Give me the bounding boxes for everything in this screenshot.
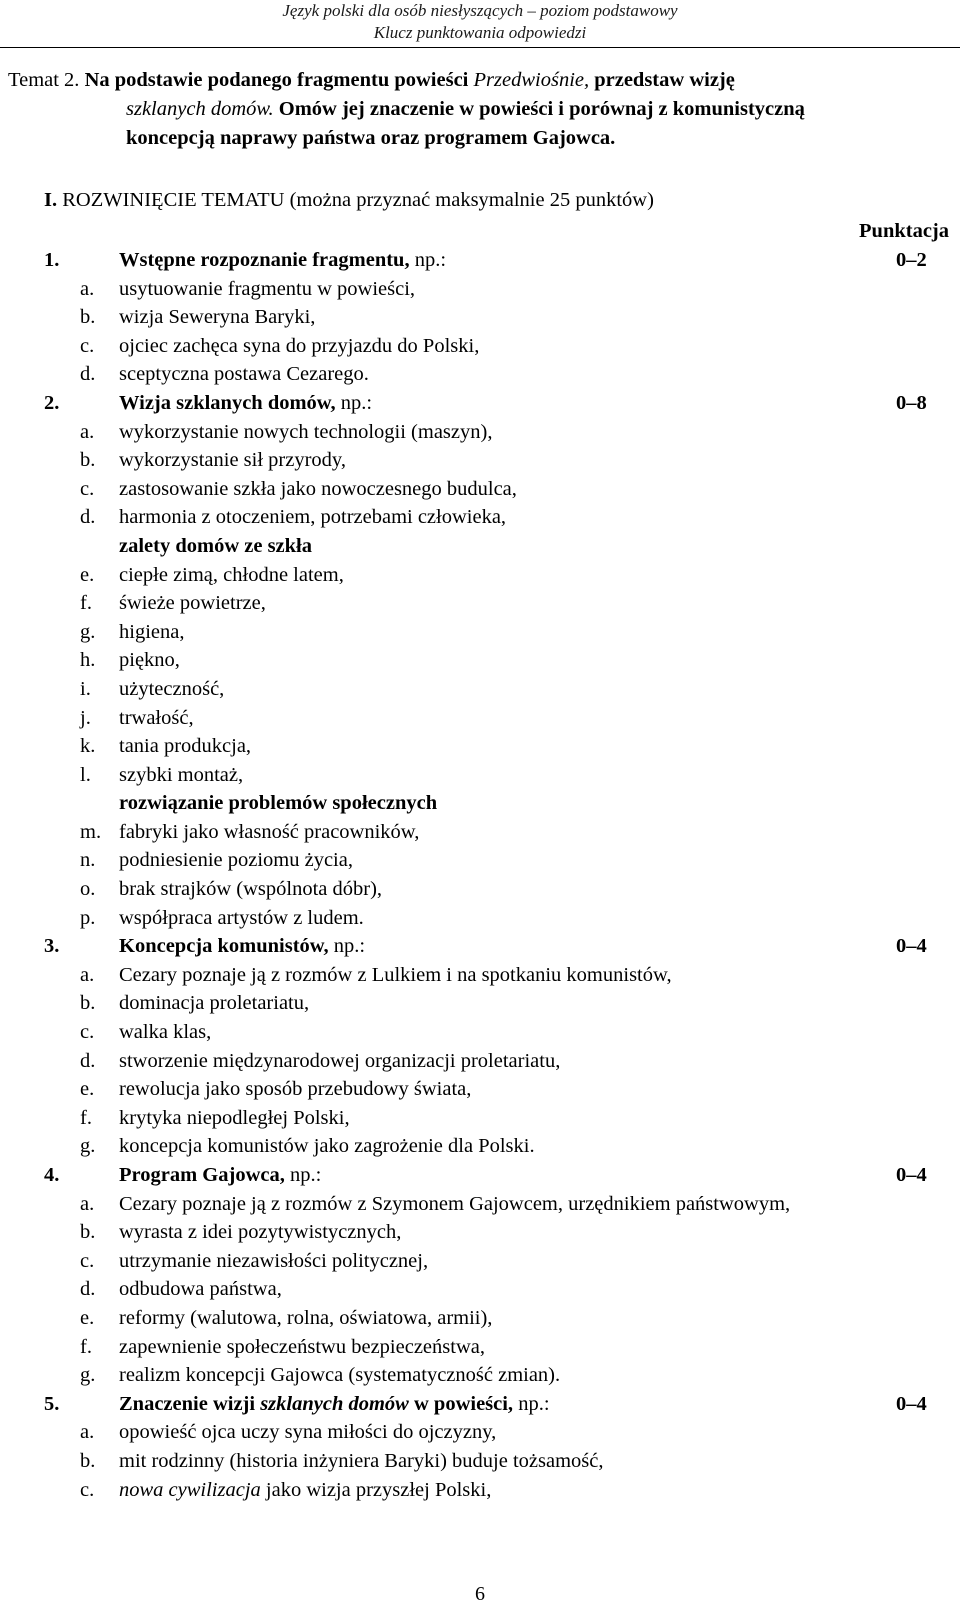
list-item <box>0 846 960 875</box>
criterion-number: 2. <box>44 391 60 414</box>
page-header <box>0 0 960 46</box>
item-text: trwałość, <box>119 706 194 729</box>
criterion-heading <box>0 1161 960 1190</box>
item-text: dominacja proletariatu, <box>119 992 310 1015</box>
item-letter: a. <box>80 420 95 443</box>
item-letter: e. <box>80 1306 95 1329</box>
list-item <box>0 1218 960 1247</box>
item-text: sceptyczna postawa Cezarego. <box>119 363 369 386</box>
criterion-points: 0–2 <box>896 249 927 271</box>
list-item <box>0 475 960 504</box>
criterion-heading <box>0 1390 960 1419</box>
item-letter: b. <box>80 992 96 1015</box>
list-item <box>0 875 960 904</box>
list-item <box>0 675 960 704</box>
list-item <box>0 275 960 304</box>
section-title-text: ROZWINIĘCIE TEMATU (można przyznać maksymalnie 25 punktów) <box>62 189 654 211</box>
list-item <box>0 818 960 847</box>
list-item <box>0 1075 960 1104</box>
list-item <box>0 646 960 675</box>
item-letter: b. <box>80 1449 96 1472</box>
item-letter: c. <box>80 1249 95 1272</box>
topic-statement <box>8 66 948 153</box>
list-item <box>0 503 960 532</box>
section-title <box>44 186 654 214</box>
criterion-np: np.: <box>333 935 366 958</box>
item-text: fabryki jako własność pracowników, <box>119 820 420 843</box>
list-item <box>0 1275 960 1304</box>
item-text: Cezary poznaje ją z rozmów z Lulkiem i na spotkaniu komunistów, <box>119 963 672 986</box>
list-item <box>0 418 960 447</box>
list-item <box>0 1190 960 1219</box>
subheading-text: rozwiązanie problemów społecznych <box>119 792 438 815</box>
item-text: usytuowanie fragmentu w powieści, <box>119 277 416 300</box>
criterion-heading <box>0 246 960 275</box>
criterion-number: 1. <box>44 249 60 271</box>
item-text: wizja Seweryna Baryki, <box>119 306 316 329</box>
item-letter: g. <box>80 620 96 643</box>
subheading-text: zalety domów ze szkła <box>119 534 312 557</box>
item-letter: d. <box>80 506 96 529</box>
item-text: wykorzystanie nowych technologii (maszyn), <box>119 420 493 443</box>
list-item <box>0 303 960 332</box>
list-item <box>0 1333 960 1362</box>
item-text: realizm koncepcji Gajowca (systematyczność zmian). <box>119 1364 561 1387</box>
item-letter: c. <box>80 477 95 500</box>
list-item <box>0 1304 960 1333</box>
item-letter: d. <box>80 363 96 386</box>
item-letter: c. <box>80 1478 95 1501</box>
item-text: tania produkcja, <box>119 735 252 758</box>
list-item <box>0 589 960 618</box>
list-item <box>0 1018 960 1047</box>
item-letter: e. <box>80 563 95 586</box>
item-text: krytyka niepodległej Polski, <box>119 1106 350 1129</box>
item-text: odbudowa państwa, <box>119 1278 282 1301</box>
item-letter: c. <box>80 1021 95 1044</box>
criterion-number: 5. <box>44 1392 60 1415</box>
criterion-points: 0–8 <box>896 391 927 414</box>
item-letter: j. <box>80 706 91 729</box>
criterion-title-italic: szklanych domów <box>260 1392 409 1415</box>
criterion-np: np.: <box>518 1392 550 1415</box>
item-text: stworzenie międzynarodowej organizacji proletariatu, <box>119 1049 561 1072</box>
list-item <box>0 618 960 647</box>
item-letter: k. <box>80 735 96 758</box>
item-text: współpraca artystów z ludem. <box>119 906 364 929</box>
topic-work-title: Przedwiośnie, <box>473 69 590 91</box>
item-letter: b. <box>80 1221 96 1244</box>
item-letter: f. <box>80 1335 92 1358</box>
item-text: opowieść ojca uczy syna miłości do ojczyzny, <box>119 1421 497 1444</box>
item-text: Cezary poznaje ją z rozmów z Szymonem Gajowcem, urzędnikiem państwowym, <box>119 1192 791 1215</box>
item-text: wyrasta z idei pozytywistycznych, <box>119 1221 402 1244</box>
list-item <box>0 1047 960 1076</box>
item-text: jako wizja przyszłej Polski, <box>265 1478 492 1501</box>
list-item <box>0 989 960 1018</box>
list-item <box>0 360 960 389</box>
topic-glass-houses: szklanych domów. <box>126 98 274 120</box>
item-text: zastosowanie szkła jako nowoczesnego budulca, <box>119 477 517 500</box>
criterion-number: 4. <box>44 1164 60 1186</box>
item-text: walka klas, <box>119 1021 212 1044</box>
criteria-list <box>0 246 960 1504</box>
item-letter: m. <box>80 820 102 843</box>
item-text: brak strajków (wspólnota dóbr), <box>119 878 383 901</box>
item-text: użyteczność, <box>119 677 225 700</box>
topic-text-4: koncepcją naprawy państwa oraz programem Gajowca. <box>126 127 616 149</box>
topic-text-1: Na podstawie podanego fragmentu powieści <box>84 69 469 91</box>
header-rule <box>0 47 960 48</box>
item-text: wykorzystanie sił przyrody, <box>119 449 346 472</box>
list-item <box>0 446 960 475</box>
item-text-italic: nowa cywilizacja <box>119 1478 261 1501</box>
criterion-title: Program Gajowca, <box>119 1164 285 1186</box>
criterion-title: Wizja szklanych domów, <box>119 391 336 414</box>
list-item <box>0 761 960 790</box>
item-text: harmonia z otoczeniem, potrzebami człowieka, <box>119 506 507 529</box>
criterion-np: np.: <box>340 391 373 414</box>
item-letter: g. <box>80 1135 96 1158</box>
item-text: mit rodzinny (historia inżyniera Baryki) buduje tożsamość, <box>119 1449 604 1472</box>
list-item <box>0 1247 960 1276</box>
item-text: rewolucja jako sposób przebudowy świata, <box>119 1078 472 1101</box>
criterion-heading <box>0 932 960 961</box>
item-letter: g. <box>80 1364 96 1387</box>
item-letter: b. <box>80 449 96 472</box>
subheading <box>0 789 960 818</box>
criterion-number: 3. <box>44 935 60 958</box>
list-item <box>0 561 960 590</box>
criterion-heading <box>0 389 960 418</box>
item-letter: d. <box>80 1278 96 1301</box>
item-letter: a. <box>80 963 95 986</box>
list-item <box>0 961 960 990</box>
item-text: ciepłe zimą, chłodne latem, <box>119 563 344 586</box>
item-letter: f. <box>80 1106 92 1129</box>
criterion-title: Wstępne rozpoznanie fragmentu, <box>119 249 410 271</box>
list-item <box>0 732 960 761</box>
list-item <box>0 904 960 933</box>
topic-label: Temat 2. <box>8 69 80 91</box>
item-letter: e. <box>80 1078 95 1101</box>
item-text: szybki montaż, <box>119 763 244 786</box>
item-text: zapewnienie społeczeństwu bezpieczeństwa, <box>119 1335 485 1358</box>
item-letter: o. <box>80 878 96 901</box>
subheading <box>0 532 960 561</box>
item-letter: a. <box>80 1421 95 1444</box>
item-letter: a. <box>80 277 95 300</box>
section-number: I. <box>44 189 58 211</box>
item-letter: p. <box>80 906 96 929</box>
list-item <box>0 1132 960 1161</box>
list-item <box>0 1418 960 1447</box>
page-number: 6 <box>475 1583 485 1605</box>
item-letter: l. <box>80 763 91 786</box>
criterion-title-end: w powieści, <box>413 1392 514 1415</box>
criterion-np: np.: <box>289 1164 322 1186</box>
item-text: świeże powietrze, <box>119 592 266 615</box>
criterion-title: Znaczenie wizji <box>119 1392 256 1415</box>
item-text: higiena, <box>119 620 185 643</box>
item-letter: c. <box>80 334 95 357</box>
list-item <box>0 332 960 361</box>
item-text: reformy (walutowa, rolna, oświatowa, armii), <box>119 1306 493 1329</box>
list-item <box>0 1104 960 1133</box>
list-item <box>0 1447 960 1476</box>
item-letter: i. <box>80 677 91 700</box>
list-item <box>0 1476 960 1505</box>
header-line-2: Klucz punktowania odpowiedzi <box>373 23 587 42</box>
item-letter: n. <box>80 849 96 872</box>
item-letter: f. <box>80 592 92 615</box>
topic-text-2: przedstaw wizję <box>594 69 735 91</box>
criterion-points: 0–4 <box>896 1164 927 1186</box>
topic-text-3: Omów jej znaczenie w powieści i porównaj z komunistyczną <box>278 98 805 120</box>
criterion-points: 0–4 <box>896 1392 927 1415</box>
criterion-points: 0–4 <box>896 935 927 958</box>
item-letter: h. <box>80 649 96 672</box>
item-letter: d. <box>80 1049 96 1072</box>
item-text: koncepcja komunistów jako zagrożenie dla Polski. <box>119 1135 535 1158</box>
item-text: utrzymanie niezawisłości politycznej, <box>119 1249 429 1272</box>
item-letter: b. <box>80 306 96 329</box>
item-text: ojciec zachęca syna do przyjazdu do Polski, <box>119 334 480 357</box>
scoring-column-header: Punktacja <box>859 220 949 242</box>
criterion-title: Koncepcja komunistów, <box>119 935 329 958</box>
header-line-1: Język polski dla osób niesłyszących – poziom podstawowy <box>282 1 678 20</box>
item-text: piękno, <box>119 649 180 672</box>
item-text: podniesienie poziomu życia, <box>119 849 353 872</box>
item-letter: a. <box>80 1192 95 1215</box>
list-item <box>0 1361 960 1390</box>
criterion-np: np.: <box>414 249 447 271</box>
list-item <box>0 704 960 733</box>
